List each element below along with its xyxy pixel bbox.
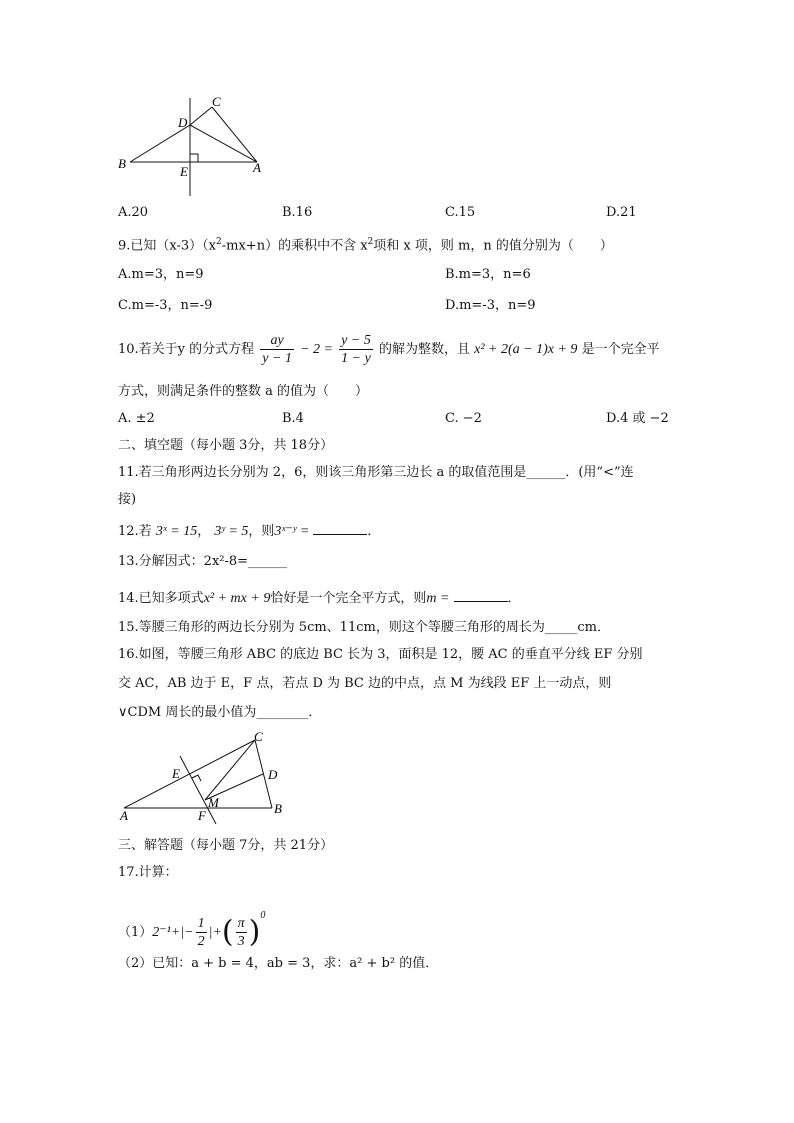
label-A: A bbox=[253, 160, 261, 175]
q17-part1: （1）2⁻¹+|− $\frac{1}{2}$ |+( $\frac{\pi}{3}$ )$^0$ bbox=[118, 910, 266, 950]
label-D: D bbox=[268, 767, 278, 782]
q8-option-b: B.16 bbox=[282, 205, 313, 220]
q10-option-a: A. ±2 bbox=[118, 411, 155, 426]
label-F: F bbox=[198, 808, 206, 823]
q10-fraction-1: $\frac{ay}{y - 1}$ bbox=[262, 333, 292, 366]
q9-stem: 9.已知$(x-3)(x^2-mx+n)$的乘积中不含 $x^2$项和 x 项，则 m，n 的值分别为（ ） bbox=[118, 237, 613, 254]
q16-line1: 16.如图，等腰三角形 ABC 的底边 BC 长为 3，面积是 12，腰 AC 的垂直平分线 EF 分别 bbox=[118, 647, 643, 662]
q13: 13.分解因式：2x²-8=______ bbox=[118, 554, 288, 569]
q10-option-d: D.4 或 −2 bbox=[606, 411, 669, 426]
q15: 15.等腰三角形的两边长分别为 5cm、11cm，则这个等腰三角形的周长为_____cm． bbox=[118, 620, 610, 635]
q8-option-d: D.21 bbox=[606, 205, 637, 220]
q17-part2: （2）已知：a + b = 4，ab = 3，求：a² + b² 的值． bbox=[118, 956, 439, 971]
q10-line2: 方式，则满足条件的整数 a 的值为（ ） bbox=[118, 384, 369, 399]
label-D: D bbox=[178, 115, 188, 130]
q8-option-a: A.20 bbox=[118, 205, 149, 220]
q17-title: 17.计算： bbox=[118, 865, 178, 880]
q9-option-c: C.m=-3，n=-9 bbox=[118, 298, 213, 313]
q10-option-c: C. −2 bbox=[445, 411, 482, 426]
q16-line2: 交 AC，AB 边于 E，F 点，若点 D 为 BC 边的中点，点 M 为线段 EF 上一动点，则 bbox=[118, 676, 612, 691]
q10-fraction-2: $\frac{y - 5}{1 - y}$ bbox=[341, 333, 371, 366]
q8-option-c: C.15 bbox=[445, 205, 476, 220]
label-A: A bbox=[120, 808, 128, 823]
q9-option-b: B.m=3，n=6 bbox=[445, 267, 531, 282]
triangle-figure-1 bbox=[112, 92, 272, 202]
q10-stem: 10.若关于y 的分式方程 $\frac{ay}{y - 1}$ − 2 = $\frac{y - 5}{1 - y}$ 的解为整数，且 x² + 2(a − 1)x + 9 是一个完全平 bbox=[118, 333, 660, 366]
label-C: C bbox=[254, 729, 263, 744]
label-B: B bbox=[118, 156, 126, 171]
q9-option-d: D.m=-3，n=9 bbox=[445, 298, 536, 313]
q16-line3: ∨CDM 周长的最小值为________． bbox=[118, 705, 322, 720]
label-E: E bbox=[180, 164, 188, 179]
q9-option-a: A.m=3，n=9 bbox=[118, 267, 204, 282]
label-E: E bbox=[172, 766, 180, 781]
q11-line1: 11.若三角形两边长分别为 2，6，则该三角形第三边长 a 的取值范围是______．(用“<”连 bbox=[118, 465, 634, 480]
section-2-heading: 二、填空题（每小题 3分，共 18分） bbox=[118, 438, 334, 453]
q12: 12.若 3ˣ = 15， 3ʸ = 5，则3ˣ⁻ʸ = ． bbox=[118, 521, 380, 541]
section-3-heading: 三、解答题（每小题 7分，共 21分） bbox=[118, 838, 334, 853]
q14: 14.已知多项式x² + mx + 9恰好是一个完全平方式，则m = ． bbox=[118, 588, 521, 608]
q10-option-b: B.4 bbox=[282, 411, 304, 426]
triangle-figure-2 bbox=[112, 728, 302, 828]
label-B: B bbox=[274, 801, 282, 816]
label-M: M bbox=[208, 795, 219, 810]
q11-line2: 接) bbox=[118, 492, 137, 507]
label-C: C bbox=[212, 94, 221, 109]
